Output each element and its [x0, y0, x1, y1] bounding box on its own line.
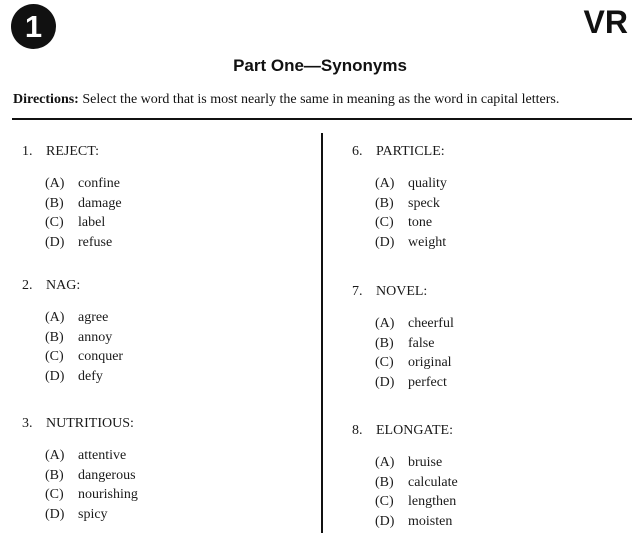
answer-choice-c[interactable]	[375, 492, 458, 512]
question-1	[22, 142, 122, 252]
section-code: VR	[583, 4, 628, 40]
answer-choices	[45, 446, 138, 524]
choice-letter: (A)	[45, 310, 65, 325]
choice-text: original	[408, 355, 452, 370]
answer-choice-d[interactable]	[45, 233, 122, 253]
question-2	[22, 276, 123, 386]
choice-text: nourishing	[78, 487, 138, 502]
choice-text: calculate	[408, 474, 458, 490]
choice-letter: (C)	[45, 487, 64, 502]
answer-choice-a[interactable]	[375, 453, 458, 473]
choice-text: label	[78, 215, 106, 230]
choice-letter: (D)	[45, 506, 65, 522]
question-8	[352, 421, 458, 531]
question-number: 8.	[352, 423, 363, 438]
choice-text: bruise	[408, 455, 443, 470]
choice-text: tone	[408, 215, 433, 230]
question-stem	[22, 142, 122, 162]
choice-letter: (A)	[375, 176, 395, 191]
question-number: 2.	[22, 278, 33, 293]
choice-letter: (B)	[45, 195, 64, 211]
choice-letter: (A)	[45, 176, 65, 191]
answer-choices	[45, 308, 123, 386]
answer-choice-c[interactable]	[45, 347, 123, 367]
directions	[13, 92, 633, 108]
choice-text: dangerous	[78, 467, 136, 483]
choice-text: spicy	[78, 506, 108, 522]
choice-text: cheerful	[408, 316, 454, 331]
question-word: NAG:	[46, 278, 81, 293]
question-stem	[22, 276, 123, 296]
question-word: NOVEL:	[376, 284, 428, 299]
choice-text: speck	[408, 195, 440, 211]
choice-text: conquer	[78, 349, 124, 364]
question-word: NUTRITIOUS:	[46, 416, 134, 431]
badge-number: 1	[24, 9, 43, 44]
answer-choice-d[interactable]	[45, 367, 123, 387]
choice-letter: (D)	[45, 234, 65, 250]
answer-choice-b[interactable]	[375, 194, 447, 214]
answer-choice-b[interactable]	[45, 194, 122, 214]
question-3	[22, 414, 138, 524]
choice-text: annoy	[78, 329, 113, 345]
answer-choice-a[interactable]	[45, 308, 123, 328]
choice-text: weight	[408, 234, 447, 250]
choice-text: moisten	[408, 513, 453, 529]
answer-choices	[45, 174, 122, 252]
answer-choice-b[interactable]	[45, 328, 123, 348]
choice-letter: (C)	[375, 355, 394, 370]
answer-choice-d[interactable]	[45, 505, 138, 525]
question-number: 3.	[22, 416, 33, 431]
answer-choice-a[interactable]	[45, 446, 138, 466]
answer-choice-d[interactable]	[375, 233, 447, 253]
choice-letter: (C)	[375, 494, 394, 509]
question-set-badge	[11, 4, 56, 49]
question-stem	[352, 421, 458, 441]
question-word: ELONGATE:	[376, 423, 453, 438]
question-number: 7.	[352, 284, 363, 299]
answer-choice-a[interactable]	[375, 314, 454, 334]
question-6	[352, 142, 447, 252]
choice-text: perfect	[408, 374, 447, 390]
choice-text: false	[408, 335, 435, 351]
answer-choice-d[interactable]	[375, 512, 458, 532]
answer-choice-b[interactable]	[45, 466, 138, 486]
choice-text: lengthen	[408, 494, 457, 509]
question-number: 6.	[352, 144, 363, 159]
answer-choice-c[interactable]	[375, 353, 454, 373]
directions-text: Select the word that is most nearly the same in meaning as the word in capital letters.	[78, 92, 560, 107]
choice-text: defy	[78, 368, 103, 384]
question-word: REJECT:	[46, 144, 99, 159]
question-number: 1.	[22, 144, 33, 159]
choice-letter: (A)	[375, 455, 395, 470]
choice-letter: (C)	[45, 349, 64, 364]
question-7	[352, 282, 454, 392]
choice-letter: (C)	[375, 215, 394, 230]
choice-letter: (B)	[375, 195, 394, 211]
choice-text: quality	[408, 176, 447, 191]
choice-letter: (D)	[45, 368, 65, 384]
answer-choices	[375, 314, 454, 392]
choice-letter: (D)	[375, 374, 395, 390]
answer-choice-a[interactable]	[375, 174, 447, 194]
choice-text: refuse	[78, 234, 113, 250]
choice-letter: (A)	[375, 316, 395, 331]
choice-letter: (A)	[45, 448, 65, 463]
question-stem	[352, 142, 447, 162]
horizontal-divider	[12, 118, 632, 120]
answer-choices	[375, 453, 458, 531]
answer-choice-d[interactable]	[375, 373, 454, 393]
page-title: Part One—Synonyms	[233, 56, 407, 75]
question-stem	[22, 414, 138, 434]
choice-letter: (B)	[375, 474, 394, 490]
choice-letter: (D)	[375, 234, 395, 250]
question-word: PARTICLE:	[376, 144, 445, 159]
choice-text: confine	[78, 176, 120, 191]
answer-choices	[375, 174, 447, 252]
question-stem	[352, 282, 454, 302]
choice-letter: (C)	[45, 215, 64, 230]
choice-letter: (B)	[45, 467, 64, 483]
choice-text: damage	[78, 195, 122, 211]
answer-choice-b[interactable]	[375, 473, 458, 493]
choice-text: attentive	[78, 448, 127, 463]
choice-text: agree	[78, 310, 109, 325]
answer-choice-a[interactable]	[45, 174, 122, 194]
choice-letter: (B)	[375, 335, 394, 351]
answer-choice-c[interactable]	[45, 485, 138, 505]
choice-letter: (D)	[375, 513, 395, 529]
column-divider	[321, 133, 323, 533]
choice-letter: (B)	[45, 329, 64, 345]
answer-choice-b[interactable]	[375, 334, 454, 354]
answer-choice-c[interactable]	[375, 213, 447, 233]
directions-label: Directions:	[13, 92, 79, 107]
answer-choice-c[interactable]	[45, 213, 122, 233]
